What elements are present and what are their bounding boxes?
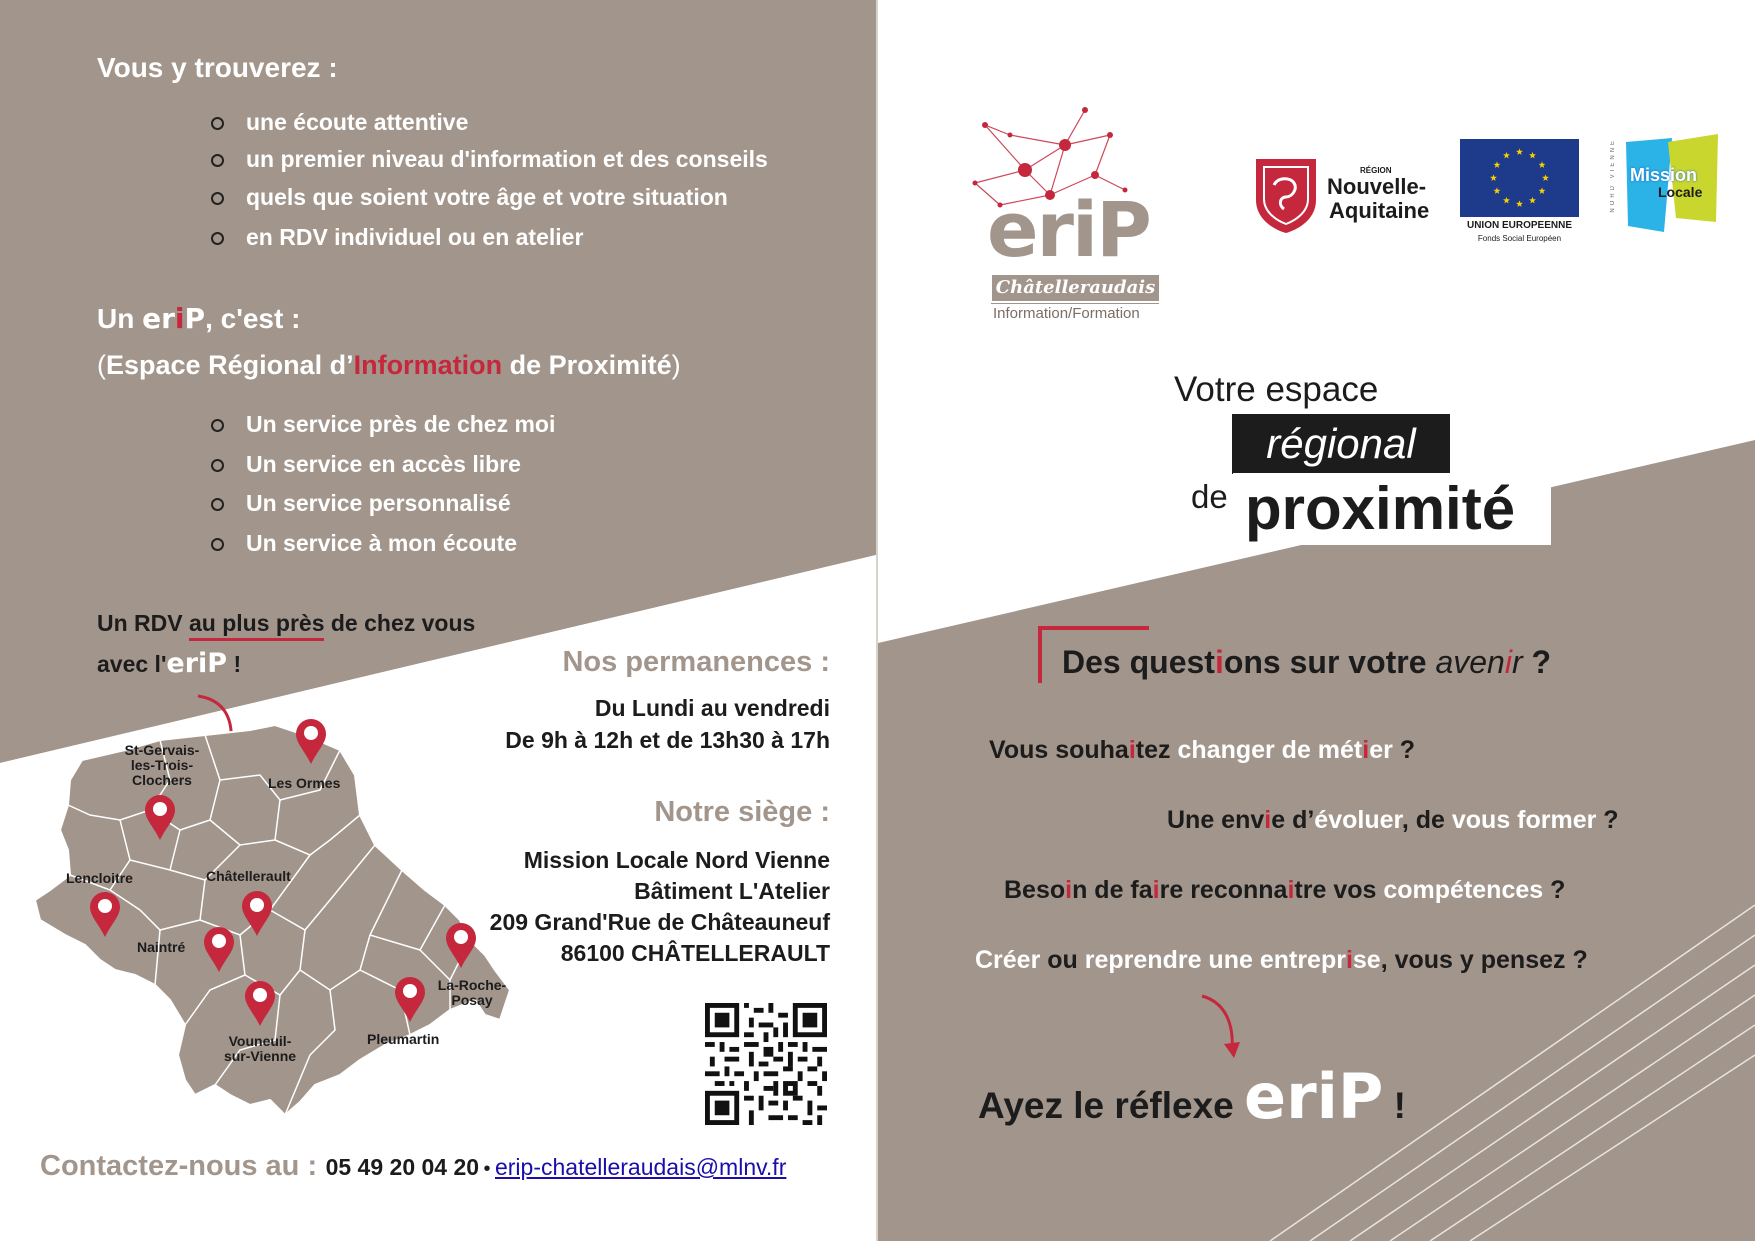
map-city-label: Les Ormes [268, 775, 341, 791]
siege-line: 86100 CHÂTELLERAULT [560, 940, 830, 966]
list-item: quels que soient votre âge et votre situation [246, 184, 728, 211]
qr-code-icon[interactable] [705, 1003, 827, 1125]
siege-line: 209 Grand'Rue de Châteauneuf [489, 909, 830, 935]
bullet-circle-icon [211, 117, 224, 130]
question-title: Des questions sur votre avenir ? [1062, 644, 1552, 680]
permanences-title: Nos permanences : [562, 646, 830, 678]
list-item: Un service à mon écoute [246, 530, 517, 557]
map-city-label: Lencloitre [66, 870, 133, 886]
map-pin-icon [240, 890, 274, 938]
bullet-circle-icon [211, 538, 224, 551]
map-city-label: La-Roche- Posay [437, 977, 507, 1008]
reflex-line: Ayez le réflexe eriP ! [978, 1060, 1406, 1133]
map-city-label: Naintré [137, 939, 186, 955]
region-shield-icon [1252, 155, 1320, 235]
eu-title: UNION EUROPEENNE [1466, 220, 1572, 231]
question-1: Vous souhaitez changer de métier ? [989, 736, 1416, 764]
contact-label: Contactez-nous au : [40, 1150, 318, 1182]
map-pin-icon [202, 926, 236, 974]
erip-logo-subtitle: Châtelleraudais [992, 275, 1159, 301]
siege-line: Mission Locale Nord Vienne [523, 847, 830, 873]
siege-title: Notre siège : [654, 796, 830, 828]
bullet-circle-icon [211, 154, 224, 167]
curved-arrow-icon [1196, 992, 1256, 1062]
mission-locale-line2: Locale [1658, 184, 1703, 200]
erip-logo [945, 80, 1170, 330]
region-small-label: RÉGION [1360, 166, 1392, 175]
list-item: Un service personnalisé [246, 490, 511, 517]
permanences-block [440, 646, 830, 754]
region-name-line1: Nouvelle- [1327, 174, 1427, 199]
slogan-regional-box [1232, 414, 1450, 474]
contact-line [40, 1150, 786, 1183]
list-item: en RDV individuel ou en atelier [246, 224, 583, 251]
siege-line: Bâtiment L'Atelier [634, 878, 830, 904]
contact-email-link[interactable]: erip-chatelleraudais@mlnv.fr [494, 1154, 787, 1180]
list-item: Un service en accès libre [246, 451, 521, 478]
mission-locale-logo [1610, 132, 1720, 237]
slogan-line1: Votre espace [1174, 370, 1379, 409]
list-item: un premier niveau d'information et des conseils [246, 146, 768, 173]
eu-subtitle: Fonds Social Européen [1477, 234, 1562, 243]
erip-logo-tagline: Information/Formation [993, 305, 1140, 322]
bullet-circle-icon [211, 232, 224, 245]
slogan-proximite-box [1233, 473, 1551, 545]
mission-locale-vertical-text: NORD VIENNE [1610, 138, 1616, 213]
siege-block [440, 796, 830, 969]
map-city-label: St-Gervais- les-Trois- Clochers [124, 742, 200, 788]
mission-locale-line1: Mission [1630, 165, 1698, 185]
rdv-emphasis: au plus près [189, 610, 324, 641]
list-item: une écoute attentive [246, 109, 468, 136]
rdv-line-1: Un RDV au plus près de chez vous [97, 610, 475, 637]
map-pin-icon [243, 980, 277, 1028]
logo-divider [991, 303, 1159, 304]
contact-separator: • [483, 1158, 491, 1180]
map-city-label: Châtellerault [206, 868, 291, 884]
question-2: Une envie d’évoluer, de vous former ? [1167, 806, 1619, 834]
map-pin-icon [143, 794, 177, 842]
eu-flag-icon [1460, 139, 1579, 217]
map-city-label: Pleumartin [367, 1031, 440, 1047]
eu-logo [1460, 139, 1580, 249]
region-name-line2: Aquitaine [1329, 198, 1430, 223]
map-pin-icon [294, 718, 328, 766]
map-pin-icon [393, 976, 427, 1024]
rdv-line-2: avec l'eriP ! [97, 648, 242, 679]
slogan-line3: de [1191, 478, 1228, 515]
slogan-line2: régional [1266, 420, 1416, 467]
list-item: Un service près de chez moi [246, 411, 555, 438]
region-nouvelle-aquitaine-logo [1252, 152, 1432, 237]
contact-phone[interactable]: 05 49 20 04 20 [325, 1154, 480, 1180]
map-city-label: Vouneuil- sur-Vienne [223, 1033, 297, 1064]
bullet-circle-icon [211, 498, 224, 511]
heading-un-erip-cest: Un eriP, c'est : [97, 302, 301, 335]
bullet-circle-icon [211, 459, 224, 472]
bullet-circle-icon [211, 192, 224, 205]
question-3: Besoin de faire reconnaitre vos compétences ? [1004, 876, 1566, 904]
permanences-hours: De 9h à 12h et de 13h30 à 17h [505, 727, 830, 753]
slogan-line4: proximité [1245, 475, 1516, 542]
bullet-circle-icon [211, 419, 224, 432]
erip-logo-text: eriP [987, 185, 1150, 274]
map-pin-icon [88, 891, 122, 939]
permanences-days: Du Lundi au vendredi [594, 695, 830, 721]
heading-vous-y-trouverez: Vous y trouverez : [97, 52, 338, 83]
question-4: Créer ou reprendre une entreprise, vous y pensez ? [975, 946, 1588, 974]
erip-definition: (Espace Régional d’Information de Proximité) [97, 350, 681, 380]
reflex-erip-logo: eriP [1244, 1060, 1384, 1133]
